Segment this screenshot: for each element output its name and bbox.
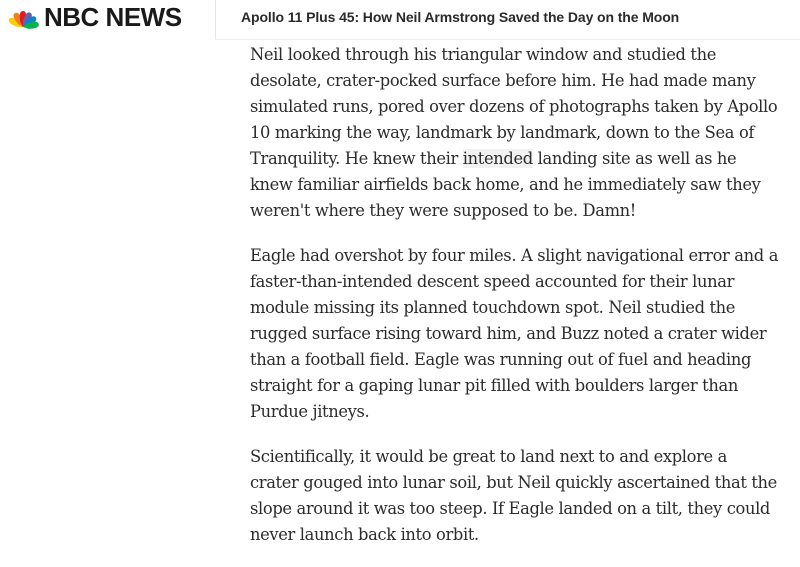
peacock-icon [6, 5, 40, 29]
brand-name: NBC NEWS [44, 2, 182, 32]
article-headline: Apollo 11 Plus 45: How Neil Armstrong Saved the Day on the Moon [241, 9, 680, 25]
nbc-news-logo[interactable] [0, 0, 215, 40]
paragraph-text: landing site as well as he knew familiar airfields back home, and he immediately saw they weren't where they were supposed to be. Damn! [250, 149, 761, 220]
highlighted-word: intended [462, 149, 533, 168]
header-divider [215, 0, 216, 40]
article-body [250, 40, 780, 567]
site-header [0, 0, 800, 40]
article-paragraph-2: Eagle had overshot by four miles. A slight navigational error and a faster-than-intended descent speed accounted for their lunar module missing its planned touchdown spot. Neil studied the rugged surface rising toward him, and Buzz noted a crater wider than a football field. Eagle was running out of fuel and heading straight for a gaping lunar pit filled with boulders larger than Purdue jitneys. [250, 246, 779, 421]
article-paragraph-3: Scientifically, it would be great to land next to and explore a crater gouged into lunar soil, but Neil quickly ascertained that the slope around it was too steep. If Eagle landed on a tilt, they could never launch back into orbit. [250, 447, 777, 544]
paragraph-text: Neil looked through his triangular window and studied the desolate, crater-pocked surface before him. He had made many simulated runs, pored over dozens of photographs taken by Apollo 10 marking the way, landmark by landmark, down to the Sea of Tranquility. He knew their [250, 45, 778, 168]
article-paragraph-1 [250, 42, 780, 224]
